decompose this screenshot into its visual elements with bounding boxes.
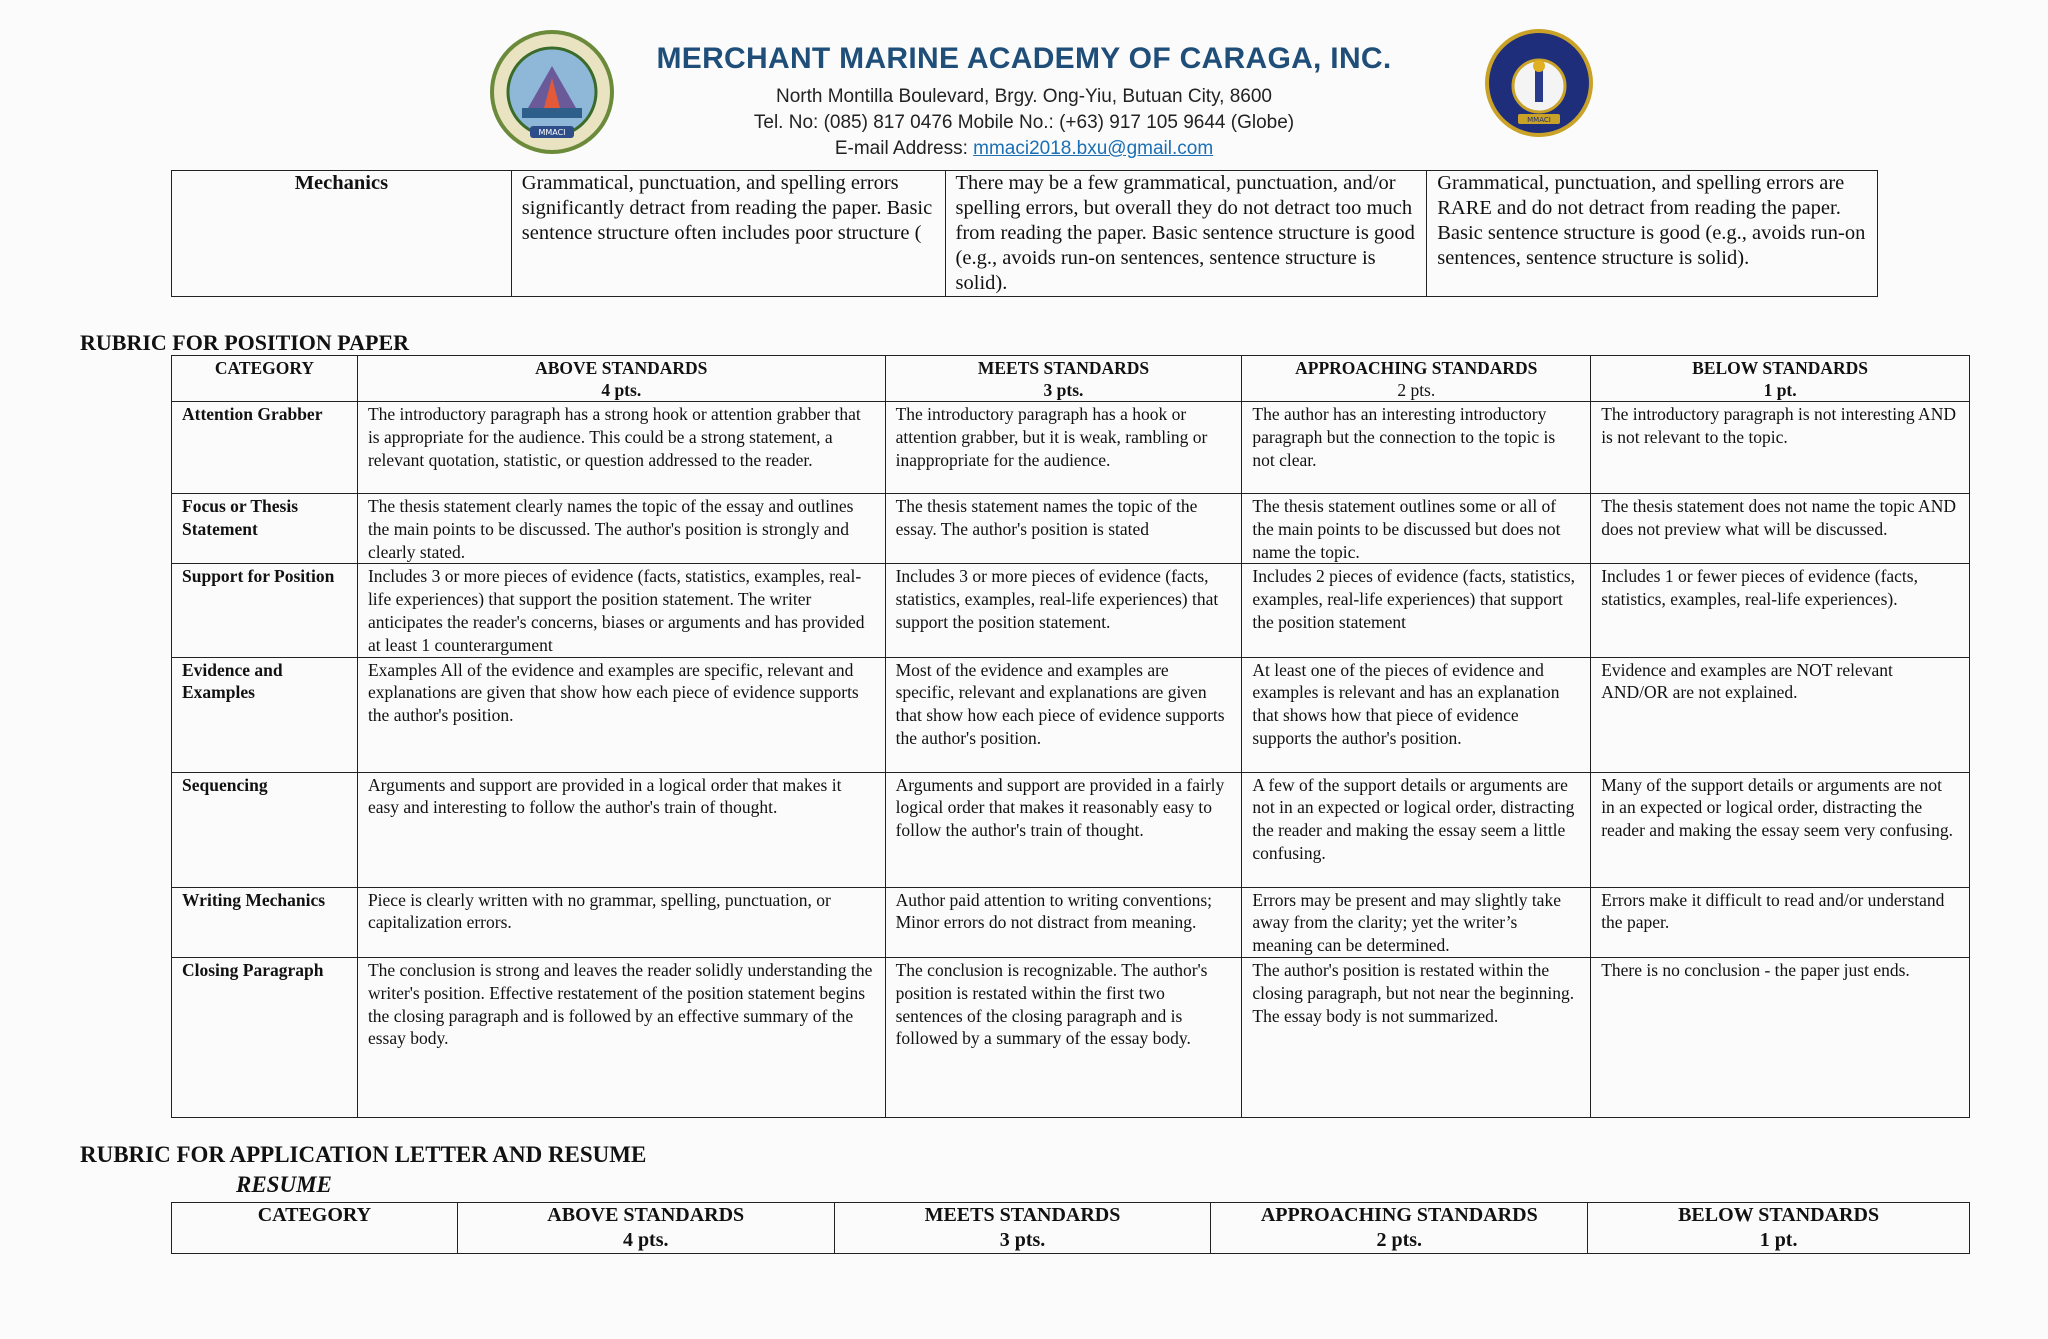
- category-cell: Closing Paragraph: [172, 957, 358, 1117]
- table-row: [172, 494, 1970, 564]
- above-cell: The thesis statement clearly names the topic of the essay and outlines the main points to be discussed. The author's position is strongly and clearly stated.: [357, 494, 885, 564]
- column-header: BELOW STANDARDS 1 pt.: [1588, 1203, 1970, 1254]
- column-header: ABOVE STANDARDS 4 pts.: [357, 356, 885, 402]
- approaching-cell: The author has an interesting introductory paragraph but the connection to the topic is not clear.: [1242, 402, 1591, 494]
- right-logo-badge: MMACI: [1527, 116, 1551, 124]
- column-header: MEETS STANDARDS 3 pts.: [885, 356, 1242, 402]
- above-cell: Includes 3 or more pieces of evidence (facts, statistics, examples, real-life experiences) that support the position statement. The writer anticipates the reader's concerns, biases or arguments and has provided at least 1 counterargument: [357, 564, 885, 657]
- meets-cell: Most of the evidence and examples are specific, relevant and explanations are given that show how each piece of evidence supports the author's position.: [885, 657, 1242, 772]
- column-header: BELOW STANDARDS 1 pt.: [1591, 356, 1970, 402]
- approaching-cell: The author's position is restated within the closing paragraph, but not near the beginning. The essay body is not summarized.: [1242, 957, 1591, 1117]
- column-header: APPROACHING STANDARDS 2 pts.: [1242, 356, 1591, 402]
- above-cell: Piece is clearly written with no grammar, spelling, punctuation, or capitalization errors.: [357, 887, 885, 957]
- meets-cell: Arguments and support are provided in a fairly logical order that makes it reasonably easy to follow the author's train of thought.: [885, 772, 1242, 887]
- email-label: E-mail Address:: [834, 138, 974, 159]
- mechanics-cell: Grammatical, punctuation, and spelling errors are RARE and do not detract from reading the paper. Basic sentence structure is good (e.g., avoids run-on sentences, sentence structure is solid).: [1427, 171, 1878, 297]
- category-cell: Attention Grabber: [172, 402, 358, 494]
- above-cell: The conclusion is strong and leaves the reader solidly understanding the writer's position. Effective restatement of the position statement begins the closing paragraph and is followed by an effective summary of the essay body.: [357, 957, 885, 1117]
- below-cell: Includes 1 or fewer pieces of evidence (facts, statistics, examples, real-life experiences).: [1591, 564, 1970, 657]
- table-row: [172, 564, 1970, 657]
- resume-subtitle: RESUME: [236, 1172, 332, 1197]
- table-row: [172, 171, 1878, 297]
- approaching-cell: Errors may be present and may slightly take away from the clarity; yet the writer’s meaning can be determined.: [1242, 887, 1591, 957]
- category-cell: Support for Position: [172, 564, 358, 657]
- position-paper-rubric: [171, 355, 1970, 1118]
- below-cell: The thesis statement does not name the topic AND does not preview what will be discussed.: [1591, 494, 1970, 564]
- table-row: [172, 887, 1970, 957]
- table-row: [172, 772, 1970, 887]
- position-paper-title: RUBRIC FOR POSITION PAPER: [80, 330, 410, 355]
- column-header: MEETS STANDARDS 3 pts.: [834, 1203, 1211, 1254]
- above-cell: Arguments and support are provided in a logical order that makes it easy and interesting to follow the author's train of thought.: [357, 772, 885, 887]
- approaching-cell: Includes 2 pieces of evidence (facts, statistics, examples, real-life experiences) that support the position statement: [1242, 564, 1591, 657]
- column-header: CATEGORY: [172, 1203, 458, 1254]
- mechanics-cell: Grammatical, punctuation, and spelling errors significantly detract from reading the paper. Basic sentence structure often includes poor structure (: [511, 171, 945, 297]
- approaching-cell: The thesis statement outlines some or all of the main points to be discussed but does not name the topic.: [1242, 494, 1591, 564]
- meets-cell: The conclusion is recognizable. The author's position is restated within the first two sentences of the closing paragraph and is followed by a summary of the essay body.: [885, 957, 1242, 1117]
- below-cell: Evidence and examples are NOT relevant AND/OR are not explained.: [1591, 657, 1970, 772]
- category-cell: Focus or Thesis Statement: [172, 494, 358, 564]
- approaching-cell: A few of the support details or arguments are not in an expected or logical order, distracting the reader and making the essay seem a little confusing.: [1242, 772, 1591, 887]
- below-cell: Errors make it difficult to read and/or understand the paper.: [1591, 887, 1970, 957]
- category-cell: Sequencing: [172, 772, 358, 887]
- column-header: CATEGORY: [172, 356, 358, 402]
- mechanics-cell: There may be a few grammatical, punctuation, and/or spelling errors, but overall they do not detract too much from reading the paper. Basic sentence structure is good (e.g., avoids run-on sentences, sentence structure is solid).: [945, 171, 1427, 297]
- meets-cell: Includes 3 or more pieces of evidence (facts, statistics, examples, real-life experiences) that support the position statement.: [885, 564, 1242, 657]
- mechanics-row-table: [171, 170, 1878, 297]
- school-name: MERCHANT MARINE ACADEMY OF CARAGA, INC.: [656, 42, 1392, 75]
- meets-cell: The thesis statement names the topic of the essay. The author's position is stated: [885, 494, 1242, 564]
- table-row: [172, 402, 1970, 494]
- email-line: [0, 138, 2048, 160]
- below-cell: Many of the support details or arguments are not in an expected or logical order, distracting the reader and making the essay seem very confusing.: [1591, 772, 1970, 887]
- application-rubric-title: RUBRIC FOR APPLICATION LETTER AND RESUME: [80, 1142, 647, 1167]
- senior-high-school-logo: [1484, 28, 1594, 138]
- table-row: [172, 657, 1970, 772]
- column-header: APPROACHING STANDARDS 2 pts.: [1211, 1203, 1588, 1254]
- category-cell: Evidence and Examples: [172, 657, 358, 772]
- column-header: ABOVE STANDARDS 4 pts.: [457, 1203, 834, 1254]
- above-cell: The introductory paragraph has a strong hook or attention grabber that is appropriate for the audience. This could be a strong statement, a relevant quotation, statistic, or question addressed to the reader.: [357, 402, 885, 494]
- email-link[interactable]: mmaci2018.bxu@gmail.com: [973, 138, 1214, 159]
- category-cell: Writing Mechanics: [172, 887, 358, 957]
- approaching-cell: At least one of the pieces of evidence and examples is relevant and has an explanation that shows how that piece of evidence supports the author's position.: [1242, 657, 1591, 772]
- meets-cell: The introductory paragraph has a hook or attention grabber, but it is weak, rambling or inappropriate for the audience.: [885, 402, 1242, 494]
- above-cell: Examples All of the evidence and examples are specific, relevant and explanations are given that show how each piece of evidence supports the author's position.: [357, 657, 885, 772]
- meets-cell: Author paid attention to writing conventions; Minor errors do not distract from meaning.: [885, 887, 1242, 957]
- header-row: [172, 356, 1970, 402]
- below-cell: The introductory paragraph is not interesting AND is not relevant to the topic.: [1591, 402, 1970, 494]
- table-row: [172, 957, 1970, 1117]
- resume-rubric: [171, 1202, 1970, 1254]
- school-address: North Montilla Boulevard, Brgy. Ong-Yiu, Butuan City, 8600: [775, 86, 1272, 107]
- header-row: [172, 1203, 1970, 1254]
- school-phone: Tel. No: (085) 817 0476 Mobile No.: (+63) 917 105 9644 (Globe): [753, 112, 1295, 133]
- mechanics-category: Mechanics: [172, 171, 512, 297]
- below-cell: There is no conclusion - the paper just ends.: [1591, 957, 1970, 1117]
- left-logo-badge: MMACI: [538, 128, 566, 137]
- letterhead: [0, 0, 2048, 170]
